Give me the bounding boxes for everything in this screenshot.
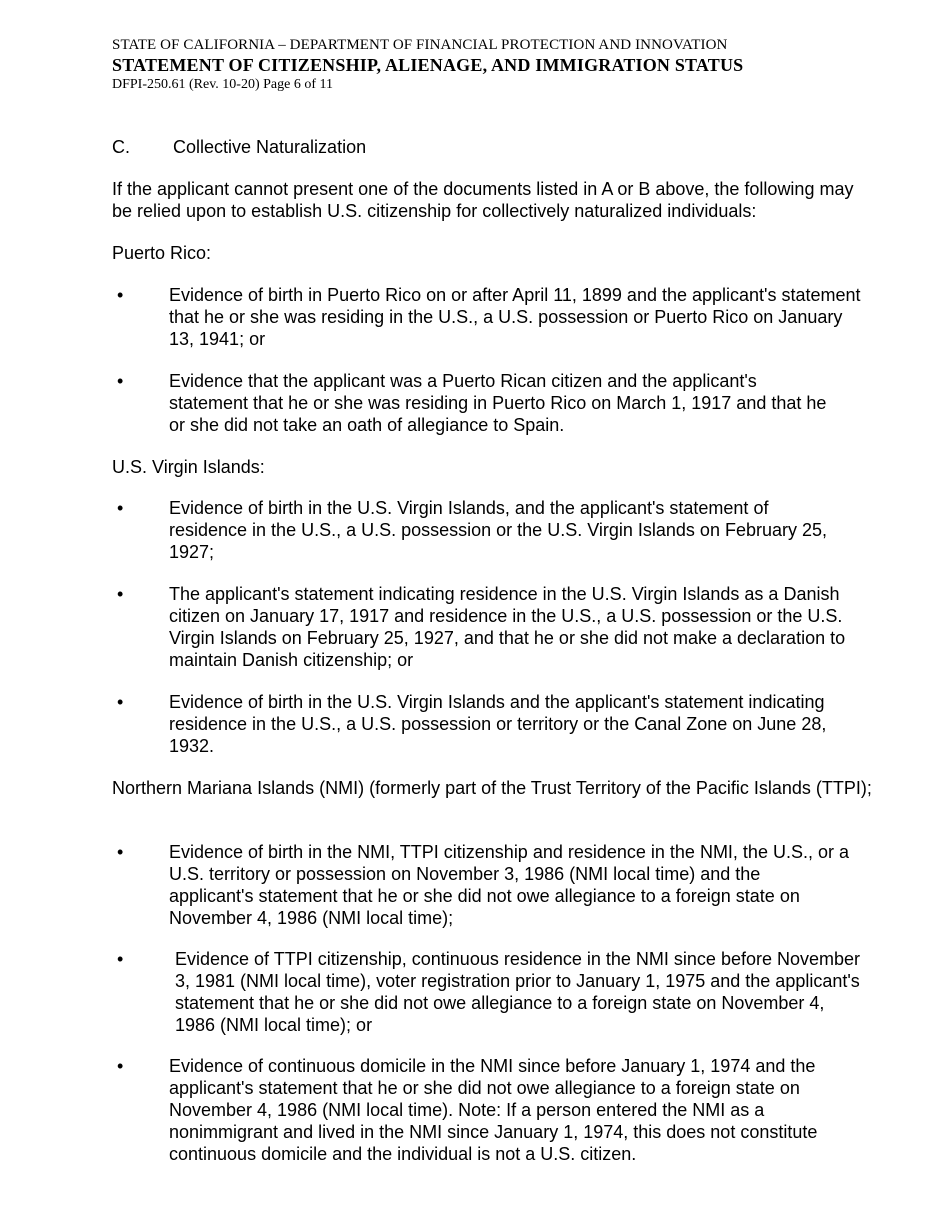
list-item-text: Evidence of birth in the NMI, TTPI citizenship and residence in the NMI, the U.S., or a U.S. territory or possession on November 3, 1986 (NMI local time) and the applicant's statement that he or she did not owe allegiance to a foreign state on November 4, 1986 (NMI local time); (169, 842, 849, 928)
list-item-text: Evidence of birth in Puerto Rico on or after April 11, 1899 and the applicant's statement that he or she was residing in the U.S., a U.S. possession or Puerto Rico on January 13, 1941; or (169, 285, 861, 349)
section-title: Collective Naturalization (173, 137, 367, 157)
bullet-icon: • (117, 498, 124, 518)
group-heading-puerto-rico: Puerto Rico: (112, 243, 212, 263)
bullet-icon: • (117, 584, 124, 604)
bullet-icon: • (117, 1056, 124, 1076)
section-letter: C. (112, 137, 130, 157)
list-item-text: Evidence of birth in the U.S. Virgin Islands, and the applicant's statement of residence in the U.S., a U.S. possession or the U.S. Virgin Islands on February 25, 1927; (169, 498, 828, 562)
group-heading-virgin-islands: U.S. Virgin Islands: (112, 457, 265, 477)
bullet-icon: • (117, 692, 124, 712)
intro-paragraph: If the applicant cannot present one of the documents listed in A or B above, the following may be relied upon to establish U.S. citizenship for collectively naturalized individuals: (112, 179, 854, 221)
form-id-page-number: DFPI-250.61 (Rev. 10-20) Page 6 of 11 (112, 77, 333, 92)
form-header (112, 36, 743, 94)
list-item-text: Evidence that the applicant was a Puerto Rican citizen and the applicant's statement that he or she was residing in Puerto Rico on March 1, 1917 and that he or she did not take an oath of allegiance to Spain. (169, 371, 827, 435)
form-title: STATEMENT OF CITIZENSHIP, ALIENAGE, AND IMMIGRATION STATUS (112, 55, 744, 75)
bullet-icon: • (117, 285, 124, 305)
bullet-icon: • (117, 371, 124, 391)
list-item-text: The applicant's statement indicating residence in the U.S. Virgin Islands as a Danish citizen on January 17, 1917 and residence in the U.S., a U.S. possession or the U.S. Virgin Islands on February 25, 1927, and that he or she did not make a declaration to maintain Danish citizenship; or (169, 584, 846, 670)
bullet-icon: • (117, 842, 124, 862)
list-item-text: Evidence of birth in the U.S. Virgin Islands and the applicant's statement indicating residence in the U.S., a U.S. possession or territory or the Canal Zone on June 28, 1932. (169, 692, 827, 756)
section-heading (112, 136, 366, 158)
agency-name: STATE OF CALIFORNIA – DEPARTMENT OF FINANCIAL PROTECTION AND INNOVATION (112, 37, 728, 53)
list-item-text: Evidence of TTPI citizenship, continuous residence in the NMI since before November 3, 1981 (NMI local time), voter registration prior to January 1, 1975 and the applicant's statement that he or she did not owe allegiance to a foreign state on November 4, 1986 (NMI local time); or (175, 949, 861, 1035)
list-item-text: Evidence of continuous domicile in the NMI since before January 1, 1974 and the applicant's statement that he or she did not owe allegiance to a foreign state on November 4, 1986 (NMI local time). Note: If a person entered the NMI as a nonimmigrant and lived in the NMI since January 1, 1974, this does not constitute continuous domicile and the individual is not a U.S. citizen. (169, 1056, 818, 1164)
bullet-icon: • (117, 949, 124, 969)
group-heading-nmi: Northern Mariana Islands (NMI) (formerly part of the Trust Territory of the Pacific Islands (TTPI); (112, 778, 872, 798)
